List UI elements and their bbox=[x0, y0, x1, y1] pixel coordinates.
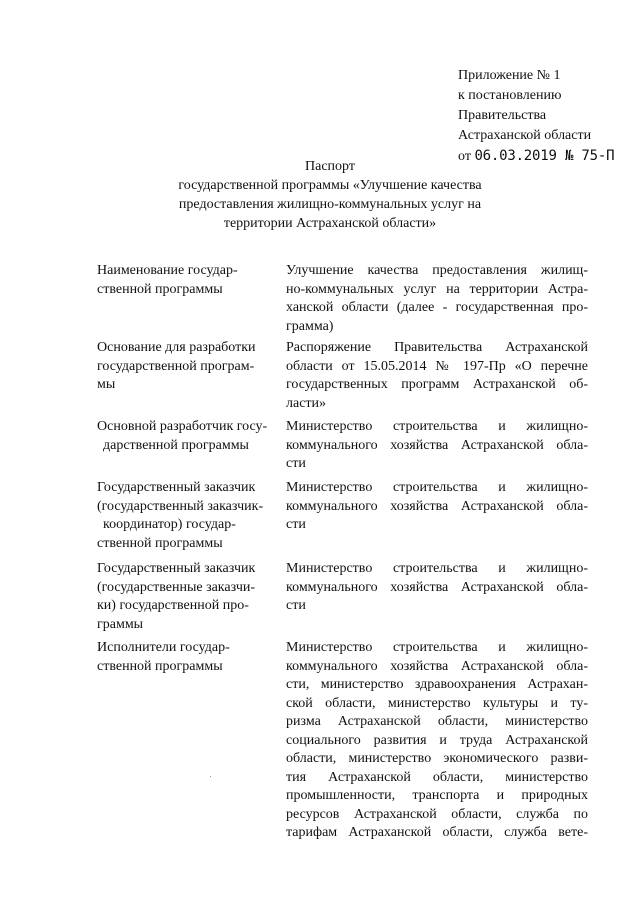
label-line: ственной программы bbox=[97, 281, 223, 297]
row-value bbox=[286, 479, 588, 535]
value-line: Министерство строительства и жилищно- bbox=[286, 480, 588, 495]
document-title bbox=[150, 157, 510, 233]
value-line: ризма Астраханской области, министерство bbox=[286, 714, 588, 729]
label-line: ственной программы bbox=[97, 658, 223, 674]
value-line: грамма) bbox=[286, 318, 334, 334]
value-line: сти bbox=[286, 517, 306, 532]
value-line: Улучшение качества предоставления жилищ- bbox=[286, 263, 588, 278]
label-line: (государственный заказчик- bbox=[97, 498, 264, 514]
value-line: коммунального хозяйства Астраханской обла- bbox=[286, 498, 588, 514]
date-stamp: 06.03.2019 № 75-П bbox=[474, 148, 615, 164]
label-line: Наименование государ- bbox=[97, 263, 238, 278]
appendix-line: Астраханской области bbox=[458, 128, 592, 143]
label-line: Основание для разработки bbox=[97, 340, 256, 355]
appendix-line: к постановлению bbox=[458, 88, 562, 103]
label-line: мы bbox=[97, 377, 116, 392]
value-line: ресурсов Астраханской области, служба по bbox=[286, 806, 588, 822]
value-line: области, министерство экономического разви- bbox=[286, 751, 588, 766]
row-value bbox=[286, 560, 588, 616]
row-label bbox=[97, 418, 277, 455]
value-line: ской области, министерство культуры и ту- bbox=[286, 695, 588, 711]
row-label bbox=[97, 339, 277, 395]
value-line: Министерство строительства и жилищно- bbox=[286, 419, 588, 434]
value-line: ласти» bbox=[286, 395, 327, 411]
value-line: сти bbox=[286, 456, 306, 471]
title-line: государственной программы «Улучшение качества bbox=[178, 178, 482, 193]
row-label bbox=[97, 262, 277, 299]
value-line: Распоряжение Правительства Астраханской bbox=[286, 340, 588, 355]
value-line: но-коммунальных услуг на территории Астра- bbox=[286, 281, 588, 297]
label-line: Государственный заказчик bbox=[97, 480, 256, 495]
label-line: ственной программы bbox=[97, 535, 223, 551]
appendix-line: Правительства bbox=[458, 108, 547, 123]
value-line: коммунального хозяйства Астраханской обла- bbox=[286, 579, 588, 595]
value-line: Министерство строительства и жилищно- bbox=[286, 640, 588, 655]
title-line: Паспорт bbox=[305, 159, 355, 174]
value-line: государственных программ Астраханской об- bbox=[286, 377, 588, 392]
label-line: Государственный заказчик bbox=[97, 561, 256, 576]
label-line: ки) государственной про- bbox=[97, 598, 249, 613]
value-line: тия Астраханской области, министерство bbox=[286, 769, 588, 785]
row-value bbox=[286, 418, 588, 474]
label-line: дарственной программы bbox=[103, 437, 249, 453]
value-line: промышленности, транспорта и природных bbox=[286, 788, 588, 803]
row-value bbox=[286, 639, 588, 843]
row-value bbox=[286, 339, 588, 413]
label-line: Исполнители государ- bbox=[97, 640, 230, 655]
row-label bbox=[97, 639, 277, 676]
value-line: тарифам Астраханской области, служба вете- bbox=[286, 825, 588, 840]
value-line: коммунального хозяйства Астраханской обла- bbox=[286, 437, 588, 453]
date-prefix: от bbox=[458, 149, 471, 164]
title-line: предоставления жилищно-коммунальных услуг на bbox=[178, 197, 482, 212]
row-label bbox=[97, 479, 277, 553]
appendix-header bbox=[458, 66, 634, 167]
value-line: области от 15.05.2014 № 197-Пр «О перечне bbox=[286, 358, 588, 374]
value-line: коммунального хозяйства Астраханской обла- bbox=[286, 658, 588, 674]
value-line: Министерство строительства и жилищно- bbox=[286, 561, 588, 576]
label-line: координатор) государ- bbox=[103, 517, 236, 532]
appendix-line: Приложение № 1 bbox=[458, 68, 561, 83]
scan-speck bbox=[210, 776, 211, 777]
value-line: ханской области (далее - государственная про- bbox=[286, 300, 588, 315]
label-line: государственной програм- bbox=[97, 358, 255, 374]
value-line: сти, министерство здравоохранения Астрахан- bbox=[286, 677, 588, 692]
row-label bbox=[97, 560, 277, 634]
value-line: сти bbox=[286, 598, 306, 613]
value-line: социального развития и труда Астраханской bbox=[286, 732, 588, 748]
label-line: Основной разработчик госу- bbox=[97, 419, 268, 434]
title-line: территории Астраханской области» bbox=[223, 216, 437, 231]
row-value bbox=[286, 262, 588, 336]
label-line: (государственные заказчи- bbox=[97, 579, 256, 595]
label-line: граммы bbox=[97, 616, 144, 632]
